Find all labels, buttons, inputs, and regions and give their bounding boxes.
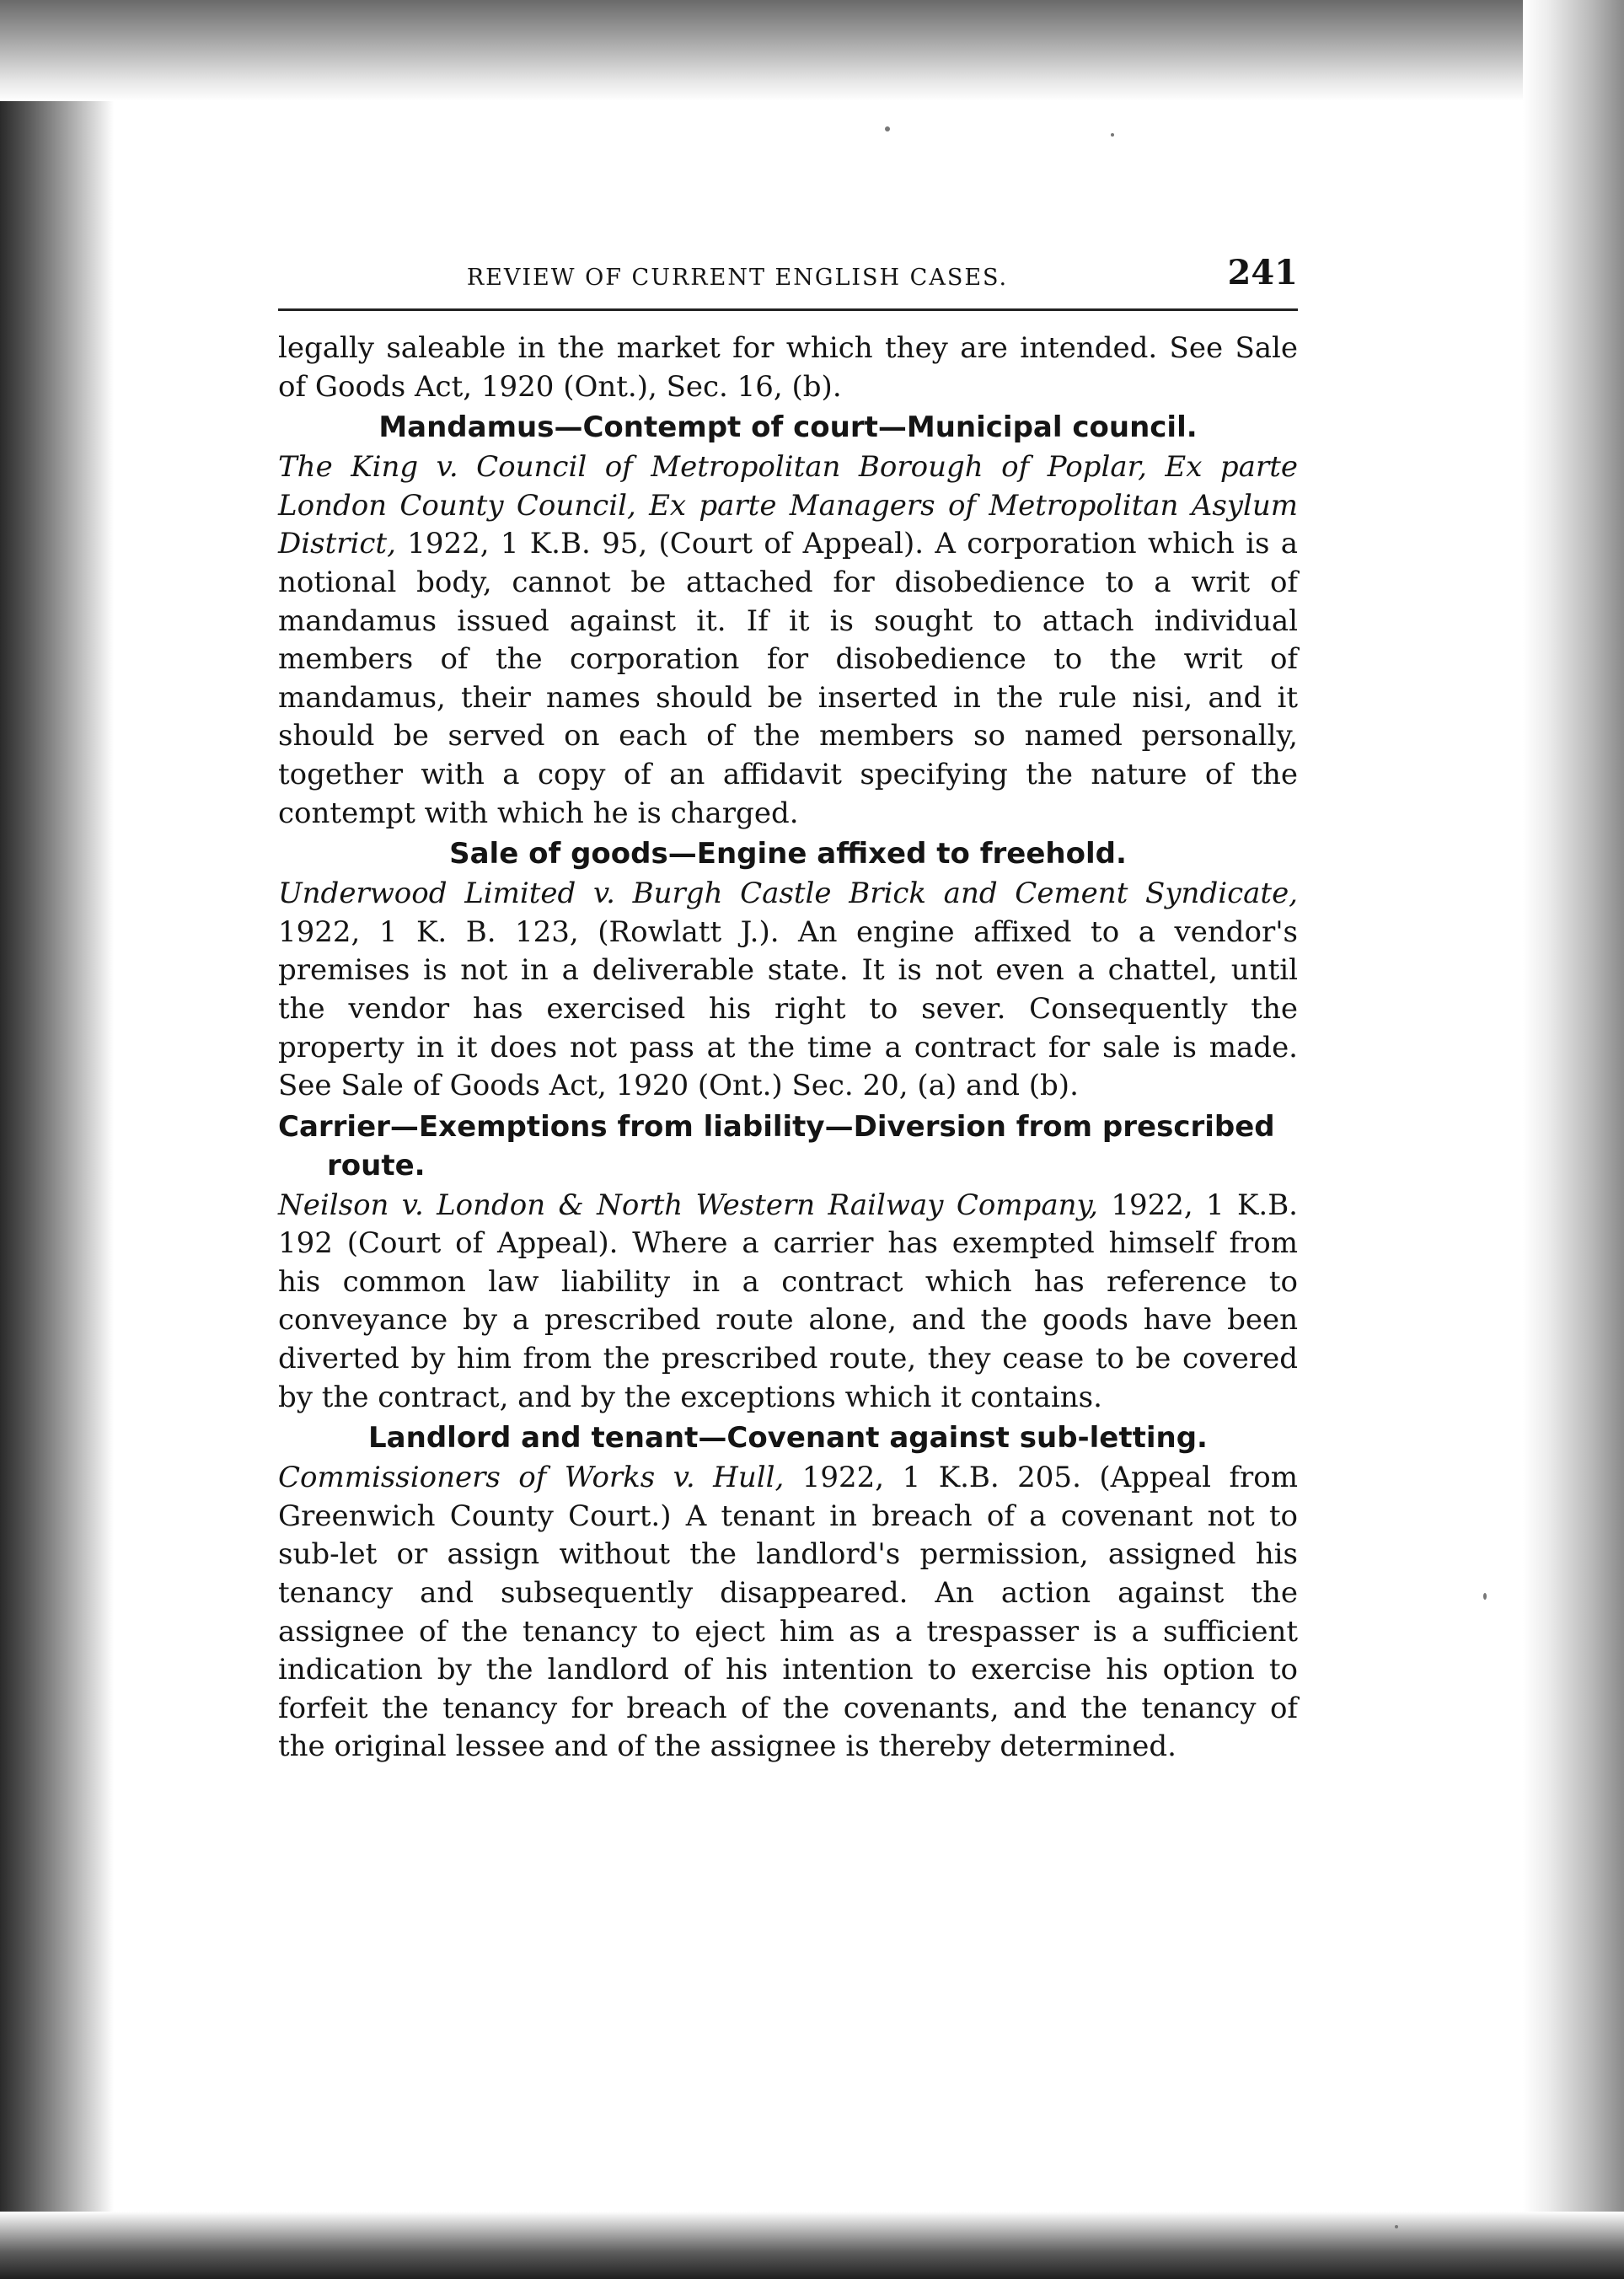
paragraph-text: 1922, 1 K.B. 95, (Court of Appeal). A corporation which is a notional body, cannot be attached for disobedience to a writ of mandamus issued against it. If it is sought to attach individual members of the corporation for disobedience to the writ of mandamus, their names should be inserted in the rule nisi, and it should be served on each of the members so named personally, together with a copy of an affidavit specifying the nature of the contempt with which he is charged. <box>278 527 1298 830</box>
paragraph-text: legally saleable in the market for which they are intended. See Sale of Goods Act, 1920 (Ont.), Sec. 16, (b). <box>278 331 1298 404</box>
scan-border-top <box>0 0 1624 101</box>
section-heading-sale-of-goods: Sale of goods—Engine affixed to freehold. <box>449 837 1127 871</box>
scan-speck <box>1111 133 1114 137</box>
running-head <box>278 253 1298 303</box>
document-page <box>278 253 1298 1767</box>
scan-speck <box>1483 1593 1487 1600</box>
case-name: Underwood Limited v. Burgh Castle Brick and Cement Syndicate, <box>278 877 1298 911</box>
section-body-landlord <box>278 1459 1298 1767</box>
scan-speck <box>1395 2225 1398 2228</box>
case-name: Commissioners of Works v. Hull, <box>278 1461 785 1495</box>
case-name: The King v. Council of Metropolitan Borough of Poplar, Ex parte London County Council, Ex parte Managers of Metropolitan Asylum District, <box>278 450 1298 561</box>
head-rule <box>278 308 1298 311</box>
paragraph-text: 1922, 1 K.B. 192 (Court of Appeal). Where a carrier has exempted himself from his common law liability in a contract which has reference to conveyance by a prescribed route alone, and the goods have been diverted by him from the prescribed route, they cease to be covered by the contract, and by the exceptions which it contains. <box>278 1188 1298 1414</box>
paragraph-text: 1922, 1 K. B. 123, (Rowlatt J.). An engine affixed to a vendor's premises is not in a deliverable state. It is not even a chattel, until the vendor has exercised his right to sever. Consequently the property in it does not pass at the time a contract for sale is made. See Sale of Goods Act, 1920 (Ont.) Sec. 20, (a) and (b). <box>278 914 1298 1103</box>
scan-border-right <box>1523 0 1624 2279</box>
case-name: Neilson v. London & North Western Railway Company, <box>278 1188 1098 1222</box>
paragraph-text: 1922, 1 K.B. 205. (Appeal from Greenwich County Court.) A tenant in breach of a covenant not to sub-let or assign without the landlord's permission, assigned his tenancy and subsequently disappeared. An action against the assignee of the tenancy to eject him as a trespasser is a sufficient indication by the landlord of his intention to exercise his option to forfeit the tenancy for breach of the covenants, and the tenancy of the original lessee and of the assignee is thereby determined. <box>278 1461 1298 1764</box>
scan-border-bottom <box>0 2212 1624 2279</box>
section-heading-landlord: Landlord and tenant—Covenant against sub-letting. <box>368 1421 1208 1456</box>
section-body-carrier <box>278 1187 1298 1418</box>
continuation-paragraph <box>278 330 1298 406</box>
running-title: REVIEW OF CURRENT ENGLISH CASES. <box>466 265 1009 291</box>
scan-border-left <box>0 0 114 2279</box>
page-number: 241 <box>1227 253 1298 292</box>
section-body-mandamus <box>278 448 1298 833</box>
section-heading-mandamus: Mandamus—Contempt of court—Municipal council. <box>378 410 1198 445</box>
scan-speck <box>885 126 890 131</box>
section-body-sale-of-goods <box>278 875 1298 1106</box>
section-heading-carrier: Carrier—Exemptions from liability—Diversion from prescribed route. <box>278 1109 1275 1182</box>
